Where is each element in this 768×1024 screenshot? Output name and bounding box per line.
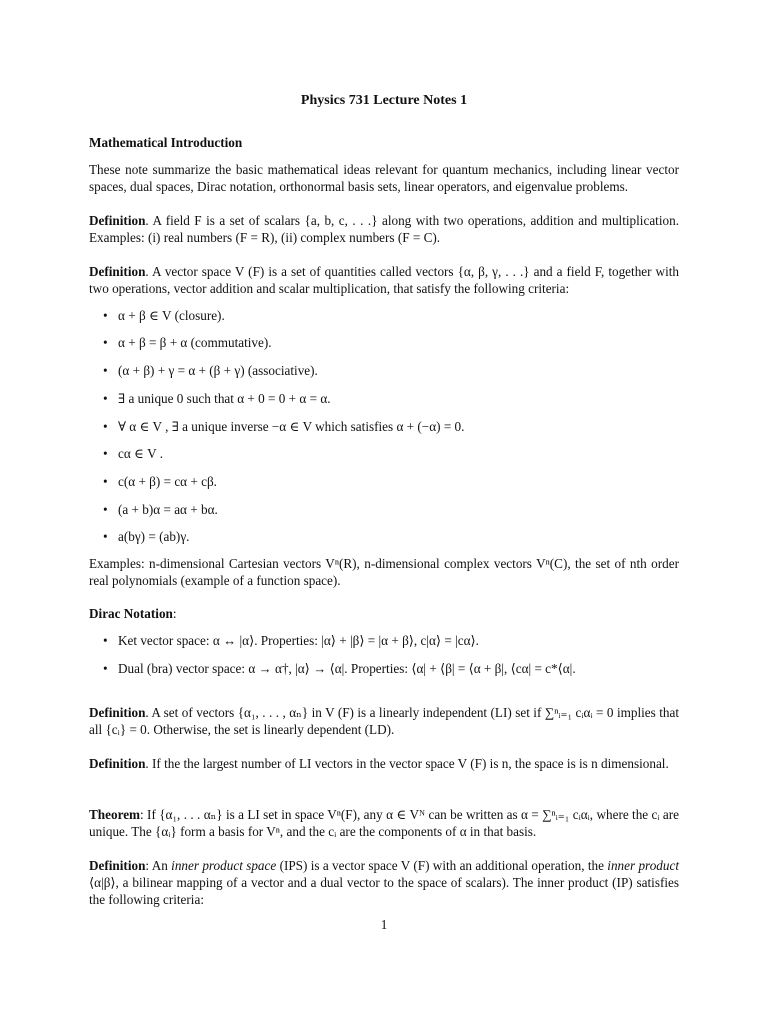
definition-inner-product-space: Definition: An inner product space (IPS) is a vector space V (F) with an additional operation, the inner product ⟨α|β⟩, a bilinear mapping of a vector and a dual vector to the space of scalars). The inner product (IP) satisfies the following criteria: — [89, 858, 680, 907]
bullet-icon: • — [103, 502, 108, 517]
bullet-icon: • — [103, 419, 108, 434]
page-number: 1 — [380, 917, 388, 932]
list-item: • cα ∈ V . — [103, 446, 163, 461]
bullet-icon: • — [103, 529, 108, 544]
definition-text: . If the the largest number of LI vectors in the vector space V (F) is n, the space is is n dimensional. — [145, 756, 669, 771]
theorem-label: Theorem — [89, 807, 141, 822]
list-item: • c(α + β) = cα + cβ. — [103, 474, 217, 489]
definition-linear-independence — [89, 704, 679, 738]
theorem-basis — [89, 806, 679, 840]
definition-label: Definition — [89, 705, 146, 720]
definition-label: Definition — [89, 264, 146, 279]
list-item: • a(bγ) = (ab)γ. — [103, 529, 190, 544]
definition-label: Definition — [89, 213, 146, 228]
bullet-icon: • — [103, 363, 108, 378]
bullet-icon: • — [103, 335, 108, 350]
definition-text: . A set of vectors {α₁, . . . , αₙ} in V (F) is a linearly independent (LI) set if ∑ⁿᵢ₌₁ cᵢαᵢ = 0 implies that all {cᵢ} = 0. Otherwise, the set is linearly dependent (LD). — [89, 705, 679, 737]
definition-dimension — [89, 755, 679, 772]
examples-paragraph: Examples: n-dimensional Cartesian vectors Vⁿ(R), n-dimensional complex vectors Vⁿ(C), the set of nth order real polynomials (example of a function space). — [89, 556, 679, 588]
page-title: Physics 731 Lecture Notes 1 — [300, 93, 468, 108]
list-item: • ∃ a unique 0 such that α + 0 = 0 + α = α. — [103, 391, 331, 406]
list-item: • α + β ∈ V (closure). — [103, 308, 225, 323]
list-item: • Ket vector space: α ↔ |α⟩. Properties: |α⟩ + |β⟩ = |α + β⟩, c|α⟩ = |cα⟩. — [103, 633, 479, 648]
definition-label: Definition — [89, 858, 146, 873]
definition-text: . A field F is a set of scalars {a, b, c, . . .} along with two operations, addition and multiplication. Examples: (i) real numbers (F = R), (ii) complex numbers (F = C). — [89, 213, 679, 245]
bullet-icon: • — [103, 446, 108, 461]
theorem-text: : If {α₁, . . . αₙ} is a LI set in space Vⁿ(F), any α ∈ Vᴺ can be written as α = ∑ⁿᵢ₌₁ cᵢαᵢ, where the cᵢ are unique. The {αᵢ} form a basis for Vⁿ, and the cᵢ are the components of α in that basis. — [89, 807, 679, 839]
definition-text: . A vector space V (F) is a set of quantities called vectors {α, β, γ, . . .} and a field F, together with two operations, vector addition and scalar multiplication, that satisfy the following criteria: — [89, 264, 679, 296]
list-item: • ∀ α ∈ V , ∃ a unique inverse −α ∈ V which satisfies α + (−α) = 0. — [103, 419, 465, 434]
bullet-icon: • — [103, 308, 108, 323]
dirac-heading: Dirac Notation: — [89, 606, 177, 621]
definition-field — [89, 212, 679, 246]
definition-label: Definition — [89, 756, 146, 771]
section-heading: Mathematical Introduction — [89, 135, 243, 150]
list-item: • α + β = β + α (commutative). — [103, 335, 272, 350]
intro-paragraph: These note summarize the basic mathematical ideas relevant for quantum mechanics, including linear vector spaces, dual spaces, Dirac notation, orthonormal basis sets, linear operators, and eigenvalue problems. — [89, 162, 679, 194]
bullet-icon: • — [103, 633, 108, 648]
bullet-icon: • — [103, 661, 108, 676]
list-item: • Dual (bra) vector space: α → α†, |α⟩ → ⟨α|. Properties: ⟨α| + ⟨β| = ⟨α + β|, ⟨cα| = c*⟨α|. — [103, 661, 576, 676]
list-item: • (α + β) + γ = α + (β + γ) (associative). — [103, 363, 318, 378]
bullet-icon: • — [103, 474, 108, 489]
bullet-icon: • — [103, 391, 108, 406]
definition-vector-space — [89, 263, 679, 297]
list-item: • (a + b)α = aα + bα. — [103, 502, 218, 517]
